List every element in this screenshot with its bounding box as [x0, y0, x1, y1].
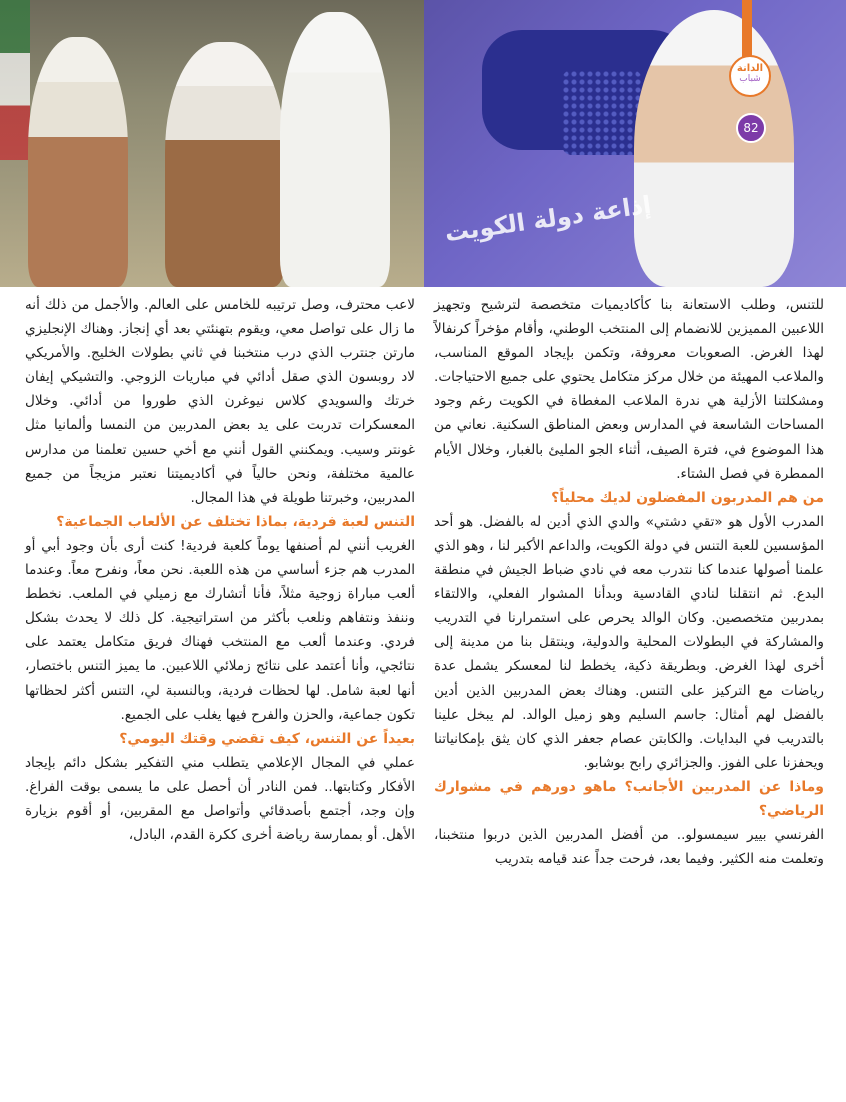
- question-heading: التنس لعبة فردية، بماذا تختلف عن الألعاب الجماعية؟: [56, 513, 415, 530]
- kuwait-flag: [0, 0, 30, 160]
- paragraph: عملي في المجال الإعلامي يتطلب مني التفكير بشكل دائم بإيجاد الأفكار وكتابتها.. فمن النادر أن أحصل على ما يسمى بوقت الفراغ. وإن وجد، أجتمع بأصدقائي وأتواصل مع المقربين، أو أقوم بزيارة الأهل. أو بممارسة رياضة أخرى ككرة القدم، البادل،: [25, 754, 415, 844]
- magazine-logo: [729, 55, 771, 97]
- person-middle: [165, 42, 285, 287]
- badge-stripe: [742, 0, 752, 62]
- radio-photo: [424, 0, 846, 287]
- question-heading: من هم المدربون المفضلون لديك محلياً؟: [551, 489, 824, 506]
- radio-station-logo-text: إذاعة دولة الكويت: [443, 190, 653, 248]
- person-left: [28, 37, 128, 287]
- section-label: شباب: [739, 74, 761, 84]
- paragraph: الفرنسي بيير سيمسولو.. من أفضل المدربين الذين دربوا منتخبنا، وتعلمت منه الكثير. وفيما بعد، فرحت جداً عند قيامه بتدريب: [434, 827, 824, 868]
- group-photo: [0, 0, 424, 287]
- microphone-mesh: [562, 70, 642, 155]
- paragraph: لاعب محترف، وصل ترتيبه للخامس على العالم. والأجمل من ذلك أنه ما زال على تواصل معي، ويقوم بتهنئتي بعد أي إنجاز. وهناك الإنجليزي مارتن جنترب الذي درب منتخبنا في ثاني بطولات الخليج. والأمريكي لاد روبسون الذي صقل أدائي في مباريات الزوجي. والتشيكي إيفان خرتك والسويدي كلاس نيوغرن الذي طوروا من أدائي. وخلال المعسكرات تدربت على يد بعض المدربين من النمسا وألمانيا مثل غونتر وسيب. ويمكنني القول أنني مع أخي حسين تعلمنا من مدارس عالمية مختلفة، ونحن حالياً في أكاديميتنا نعتبر مزيجاً من جميع المدربين، وخبرتنا طويلة في هذا المجال.: [25, 297, 415, 506]
- interviewee-portrait: [634, 10, 794, 287]
- question-heading: بعيداً عن التنس، كيف تقضي وقتك اليومي؟: [119, 730, 415, 747]
- article-column-left: [25, 293, 415, 847]
- magazine-logo-text: الدانة: [736, 63, 764, 74]
- paragraph: للتنس، وطلب الاستعانة بنا كأكاديميات متخصصة لترشيح وتجهيز اللاعبين المميزين للانضمام إلى المنتخب الوطني، وأقام مؤخراً كرنفالاً لهذا الغرض. الصعوبات معروفة، وتكمن بإيجاد الموقع المناسب، والملاعب المهيئة من خلال مركز متكامل يحتوي على جميع الاحتياجات. ومشكلتنا الأزلية هي ندرة الملاعب المغطاة في الكويت رغم وجود المساحات الشاسعة في المدارس وبعض المناطق السكنية. نعاني من هذا الموضوع في، فترة الصيف، أثناء الجو المليئ بالغبار، وخلال الأيام الممطرة في فصل الشتاء.: [434, 297, 824, 482]
- article-column-right: [434, 293, 824, 871]
- page-number: 82: [736, 113, 766, 143]
- question-heading: وماذا عن المدربين الأجانب؟ ماهو دورهم في مشوارك الرياضي؟: [434, 778, 824, 819]
- paragraph: الغريب أنني لم أصنفها يوماً كلعبة فردية! كنت أرى بأن وجود أبي أو المدرب هم جزء أساسي من هذه اللعبة. نحن معاً، ونفرح معاً. وعندما ألعب مباراة زوجية مثلاً، فأنا أتشارك مع زميلي في الملعب. نخطط وننفذ ونتفاهم ونلعب بأكثر من استراتيجية. كل ذلك لا يحدث بشكل فردي. وعندما ألعب مع المنتخب فهناك فريق متكامل يعتمد على نتائجي، وأنا أعتمد على نتائج زملائي اللاعبين. ما يميز التنس باختصار، أنها لعبة شامل. لها لحظات فردية، وبالنسبة لي، التنس أكثر لحظاتها تكون جماعية، والحزن والفرح فيها يغلب على الجميع.: [25, 537, 415, 723]
- person-right: [280, 12, 390, 287]
- paragraph: المدرب الأول هو «تقي دشتي» والدي الذي أدين له بالفضل. هو أحد المؤسسين للعبة التنس في دولة الكويت، والداعم الأكبر لنا ، وهو الذي علمنا أصولها عندما كنا نتدرب معه في نادي ضباط الجيش في منطقة البدع. ثم انتقلنا لنادي القادسية وبدأنا المشوار الفعلي، والالتقاء بمدربين متخصصين. وكان الوالد يحرص على استمرارنا في التدريب والمشاركة في البطولات المحلية والدولية، وينتقل بنا من مدينة إلى أخرى لهذا الغرض. وبطريقة ذكية، يخطط لنا لمعسكر يشمل عدة رياضات مع التركيز على التنس. وهناك بعض المدربين الذين أدين بالفضل لهم أمثال: جاسم السليم وهو زميل الوالد. لم يبخل علينا بالتدريب في البدايات. والكابتن عصام جعفر الذي كان يثق بإمكانياتنا ويحفزنا على الفوز. والجزائري رابح بوشابو.: [434, 513, 824, 771]
- magazine-badge: [729, 0, 769, 140]
